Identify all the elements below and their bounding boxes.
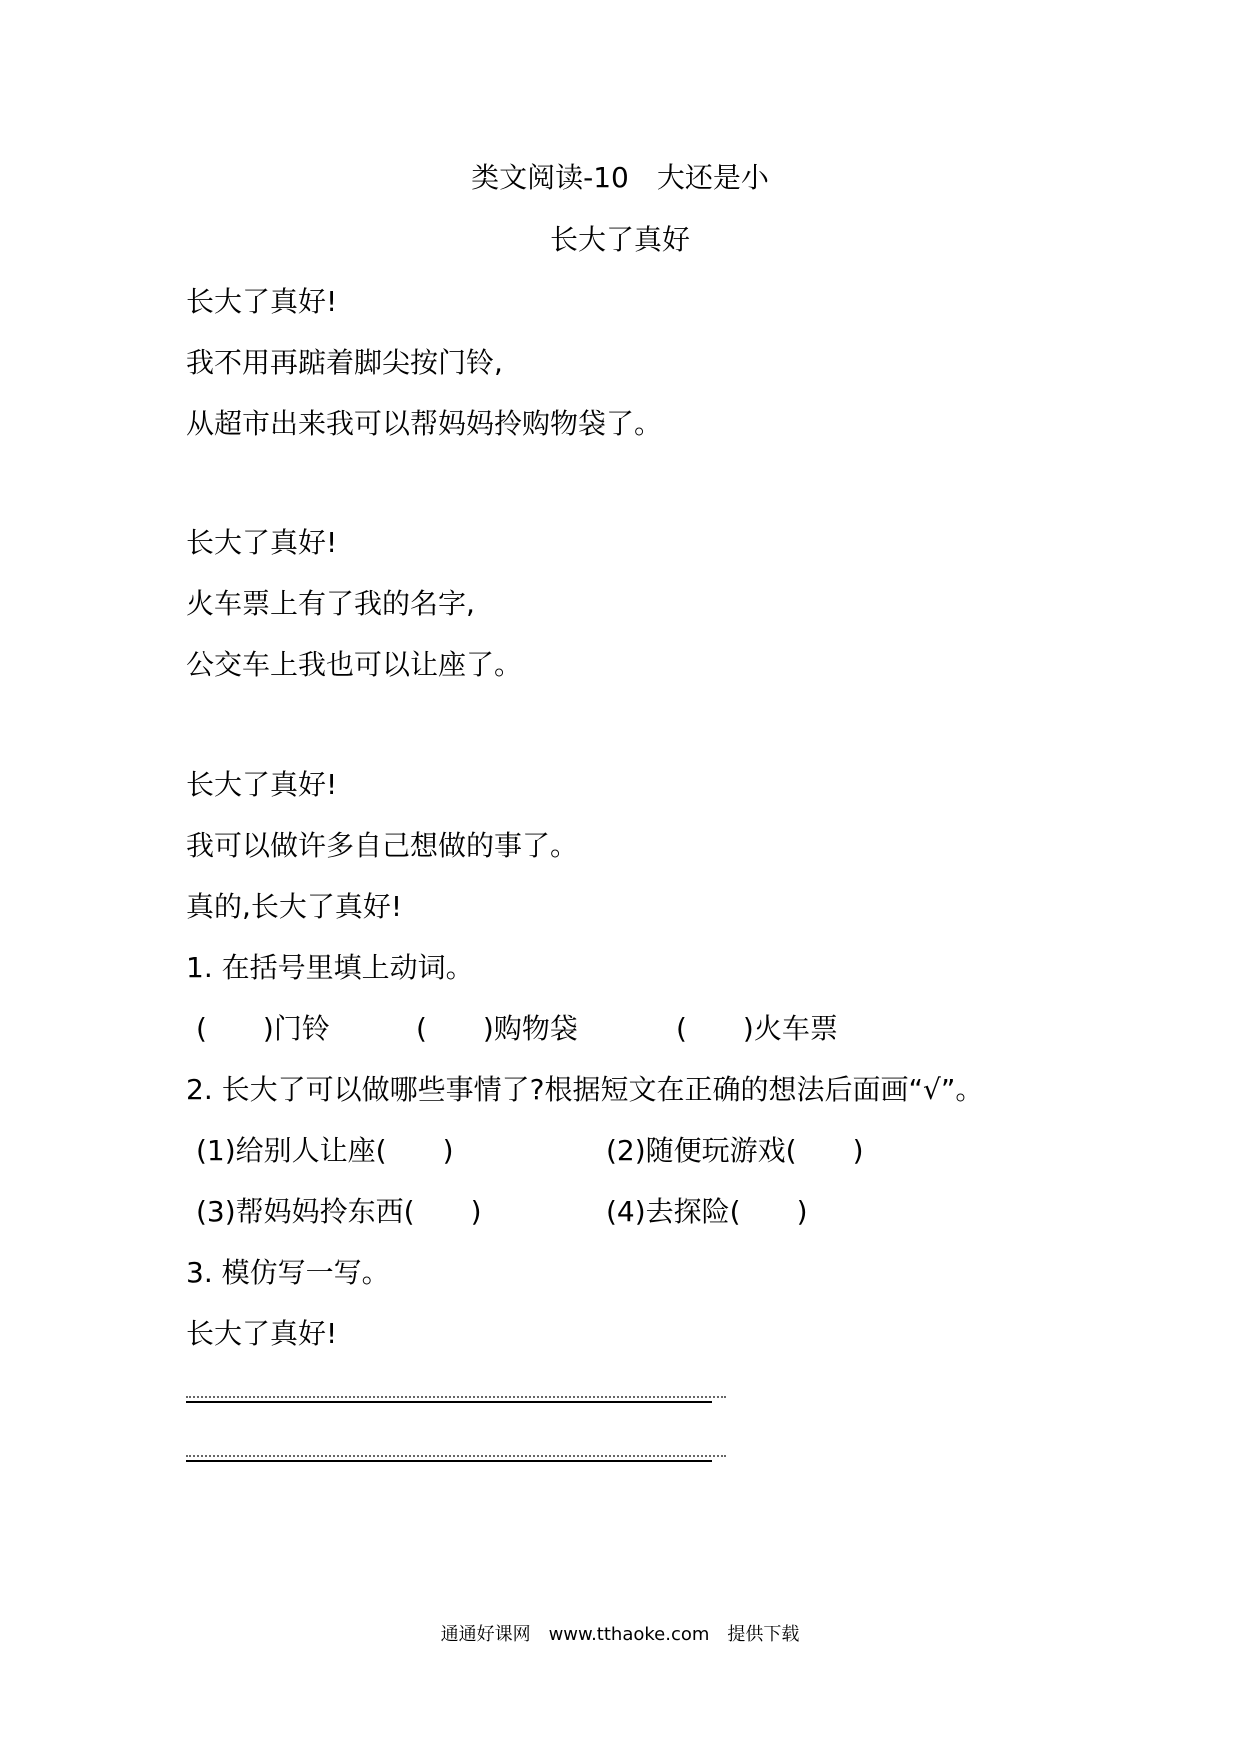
check-option[interactable]: (4)去探险( ): [606, 1195, 808, 1228]
writing-line[interactable]: [186, 1401, 712, 1403]
poem-line: 我可以做许多自己想做的事了。: [186, 829, 579, 862]
footer-credit: 通通好课网 www.tthaoke.com 提供下载: [440, 1624, 800, 1645]
fill-blank-item[interactable]: ( )火车票: [676, 1012, 838, 1045]
question-2-prompt: 2. 长大了可以做哪些事情了?根据短文在正确的想法后面画“√”。: [186, 1073, 984, 1106]
fill-blank-item[interactable]: ( )购物袋: [416, 1012, 578, 1045]
writing-guide-dots: [186, 1396, 726, 1398]
poem-line: 公交车上我也可以让座了。: [186, 648, 523, 681]
poem-line: 真的,长大了真好!: [186, 890, 403, 923]
poem-line: 我不用再踮着脚尖按门铃,: [186, 346, 503, 379]
writing-line[interactable]: [186, 1460, 712, 1462]
check-option[interactable]: (1)给别人让座( ): [196, 1134, 454, 1167]
writing-guide-dots: [186, 1455, 726, 1457]
question-1-prompt: 1. 在括号里填上动词。: [186, 951, 474, 984]
writing-starter: 长大了真好!: [186, 1317, 338, 1350]
poem-title: 长大了真好: [549, 223, 690, 256]
check-option[interactable]: (3)帮妈妈拎东西( ): [196, 1195, 482, 1228]
check-option[interactable]: (2)随便玩游戏( ): [606, 1134, 864, 1167]
question-3-prompt: 3. 模仿写一写。: [186, 1256, 390, 1289]
poem-line: 火车票上有了我的名字,: [186, 587, 475, 620]
poem-line: 从超市出来我可以帮妈妈拎购物袋了。: [186, 407, 663, 440]
poem-line: 长大了真好!: [186, 285, 338, 318]
poem-line: 长大了真好!: [186, 526, 338, 559]
poem-line: 长大了真好!: [186, 768, 338, 801]
fill-blank-item[interactable]: ( )门铃: [196, 1012, 330, 1045]
page-title: 类文阅读-10 大还是小: [471, 161, 769, 194]
